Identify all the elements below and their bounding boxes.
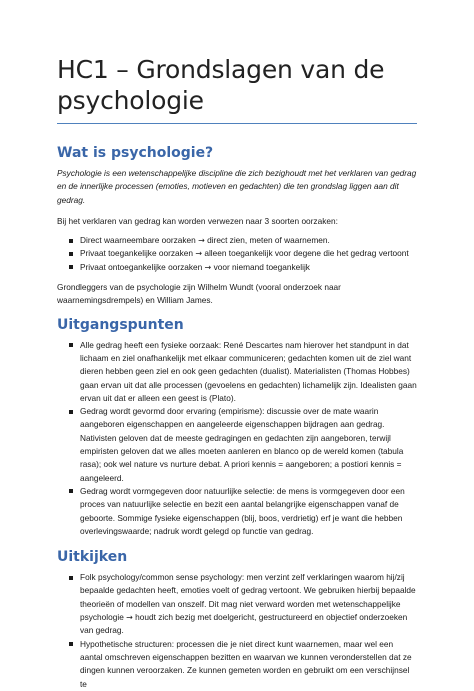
causes-list bbox=[57, 234, 417, 274]
uitgangspunten-list bbox=[57, 339, 417, 538]
list-item: Alle gedrag heeft een fysieke oorzaak: René Descartes nam hierover het standpunt in dat lichaam en ziel onafhankelijk met elkaar communiceren; gedachten komen uit de ziel want dieren hebben geen ziel en ook geen gedachten (dualist). Materialisten (Thomas Hobbes) gaan ervan uit dat alle processen (gevoelens en gedachten) lichamelijk zijn. Idealisten gaan ervan uit dat er alleen een geest is (Plato). bbox=[69, 339, 417, 405]
list-item: Gedrag wordt gevormd door ervaring (empirisme): discussie over de mate waarin aangeboren eigenschappen en aangeleerde eigenschappen bijdragen aan gedrag. Nativisten geloven dat de meeste gedragingen en gedachten zijn aangeboren, terwijl empiristen geloven dat we alles moeten aanleren en blanco op de wereld komen (tabula rasa); ook wel nature vs nurture debat. A priori kennis = aangeboren; a postiori kennis = aangeleerd. bbox=[69, 405, 417, 485]
cause-term: Direct waarneembare oorzaken bbox=[80, 235, 196, 246]
list-item bbox=[69, 234, 417, 247]
list-item: Gedrag wordt vormgegeven door natuurlijke selectie: de mens is vormgegeven door een proces van natuurlijke selectie en bezit een aantal belangrijke eigenschappen vanaf de geboorte. Sommige fysieke eigenschappen (blij, boos, verdrietig) erf je want die hebben overlevingswaarde; nadruk wordt gelegd op functie van gedrag. bbox=[69, 485, 417, 538]
uitkijken-list bbox=[57, 571, 417, 691]
section-heading-wat-is-psychologie: Wat is psychologie? bbox=[57, 145, 214, 161]
cause-term: Privaat ontoegankelijke oorzaken bbox=[80, 261, 203, 272]
section-heading-uitkijken: Uitkijken bbox=[57, 549, 128, 566]
list-item bbox=[69, 638, 417, 691]
right-arrow-icon: → bbox=[195, 249, 203, 259]
right-arrow-icon: → bbox=[198, 236, 205, 246]
section-heading-uitgangspunten: Uitgangspunten bbox=[57, 316, 184, 333]
title-underline bbox=[57, 123, 417, 124]
cause-description: alleen toegankelijk voor degene die het gedrag vertoont bbox=[204, 248, 409, 259]
document-title: HC1 – Grondslagen van de psychologie bbox=[57, 55, 385, 115]
causes-lead-paragraph: Bij het verklaren van gedrag kan worden verwezen naar 3 soorten oorzaken: bbox=[57, 215, 338, 226]
cause-term: Privaat toegankelijke oorzaken bbox=[80, 248, 193, 259]
right-arrow-icon: → bbox=[126, 613, 133, 623]
right-arrow-icon: → bbox=[204, 262, 212, 272]
list-item bbox=[69, 261, 417, 274]
cause-description: voor niemand toegankelijk bbox=[213, 261, 310, 272]
list-item bbox=[69, 571, 417, 637]
list-item bbox=[69, 247, 417, 260]
item-text: Hypothetische structuren: processen die je niet direct kunt waarnemen, maar wel een aantal omschreven eigenschappen bezitten en waarvan we kunnen veronderstellen dat ze dingen kunnen veroorzaken. Ze kunnen gemeten worden en gebruikt om een verschijnsel te bbox=[80, 638, 412, 689]
item-text: Folk psychology/common sense psychology: men verzint zelf verklaringen waarom hij/zij bepaalde gedachten heeft, emoties voelt of gedrag vertoont. We gebruiken hierbij bepaalde theorieën of modellen van onszelf. Dit mag niet verward worden met wetenschappelijke psychologie bbox=[80, 572, 416, 623]
founders-paragraph: Grondleggers van de psychologie zijn Wilhelm Wundt (vooral onderzoek naar waarnemingsdrempels) en William James. bbox=[57, 282, 341, 306]
item-text-continued: houdt zich bezig met doelgericht, gestructureerd en objectief onderzoeken van gedrag. bbox=[80, 612, 408, 636]
cause-description: direct zien, meten of waarnemen. bbox=[207, 235, 330, 246]
definition-paragraph: Psychologie is een wetenschappelijke discipline die zich bezighoudt met het verklaren van gedrag en de innerlijke processen (emoties, motieven en gedachten) die ten grondslag liggen aan dit gedrag. bbox=[57, 168, 417, 205]
